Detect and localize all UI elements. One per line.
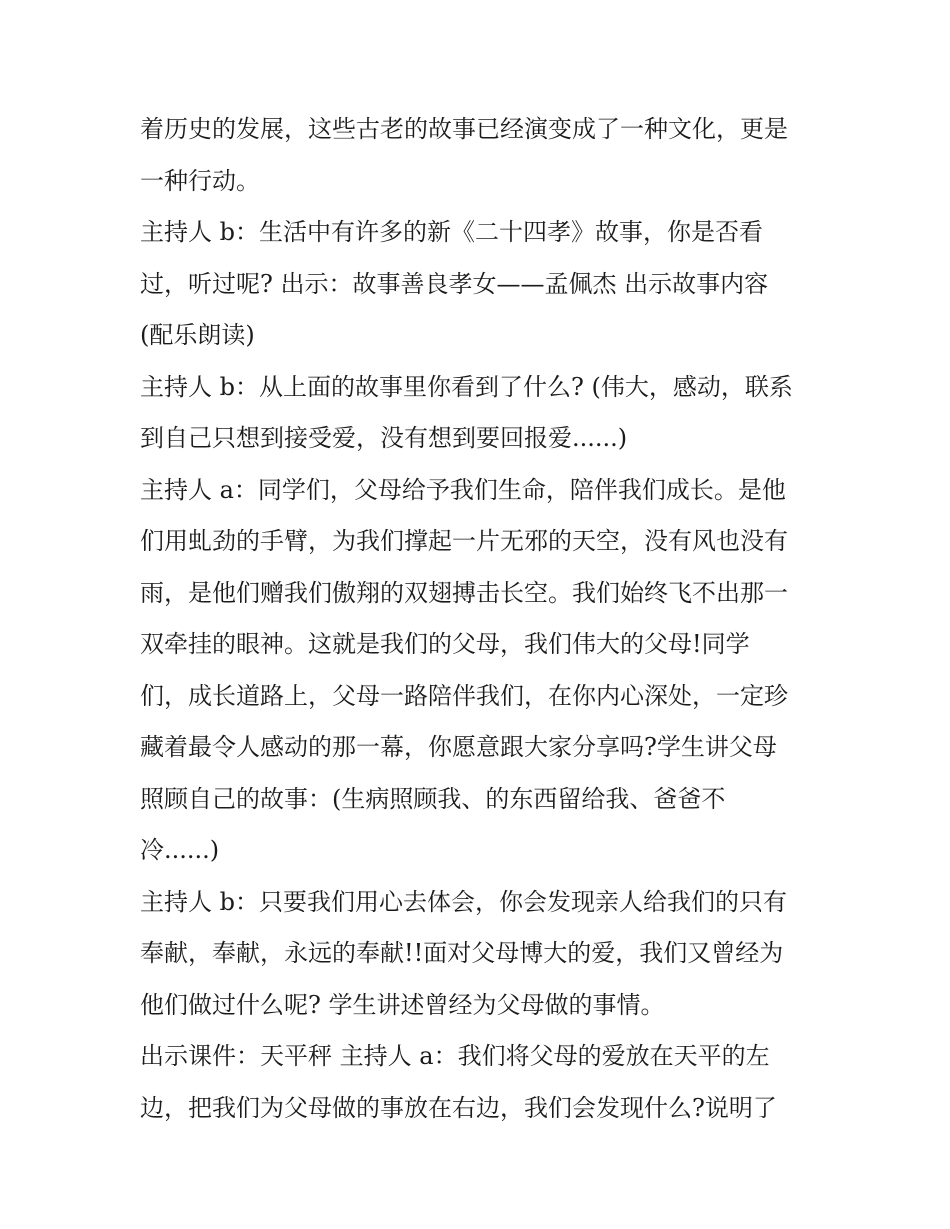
text-line: 他们做过什么呢? 学生讲述曾经为父母做的事情。	[140, 990, 665, 1019]
text-line: 双牵挂的眼神。这就是我们的父母，我们伟大的父母!同学	[140, 630, 750, 658]
text-line: 藏着最令人感动的那一幕，你愿意跟大家分享吗?学生讲父母	[140, 733, 777, 761]
text-line: 奉献，奉献，永远的奉献!!面对父母博大的爱，我们又曾经为	[140, 939, 784, 967]
document-body	[140, 104, 820, 1134]
text-line: 雨，是他们赠我们傲翔的双翅搏击长空。我们始终飞不出那一	[140, 578, 788, 607]
text-line: 们，成长道路上，父母一路陪伴我们，在你内心深处，一定珍	[140, 681, 788, 710]
text-line: 照顾自己的故事：(生病照顾我、的东西留给我、爸爸不	[140, 784, 726, 813]
text-line: 主持人 a：同学们，父母给予我们生命，陪伴我们成长。是他	[140, 475, 786, 504]
text-line: 边，把我们为父母做的事放在右边，我们会发现什么?说明了	[140, 1093, 777, 1122]
text-line: 主持人 b：只要我们用心去体会，你会发现亲人给我们的只有	[140, 887, 787, 916]
text-line: 一种行动。	[140, 166, 260, 195]
text-line: 着历史的发展，这些古老的故事已经演变成了一种文化，更是	[140, 115, 788, 143]
text-line: 出示课件：天平秤 主持人 a：我们将父母的爱放在天平的左	[140, 1042, 770, 1070]
text-line: 到自己只想到接受爱，没有想到要回报爱......)	[140, 424, 628, 452]
text-line: 们用虬劲的手臂，为我们撑起一片无邪的天空，没有风也没有	[140, 527, 788, 555]
text-line: (配乐朗读)	[140, 321, 255, 349]
text-line: 主持人 b：生活中有许多的新《二十四孝》故事，你是否看	[140, 218, 763, 246]
text-line: 主持人 b：从上面的故事里你看到了什么? (伟大，感动，联系	[140, 372, 793, 401]
text-line: 过，听过呢? 出示：故事善良孝女——孟佩杰 出示故事内容	[140, 269, 769, 298]
text-line: 冷......)	[140, 836, 220, 864]
